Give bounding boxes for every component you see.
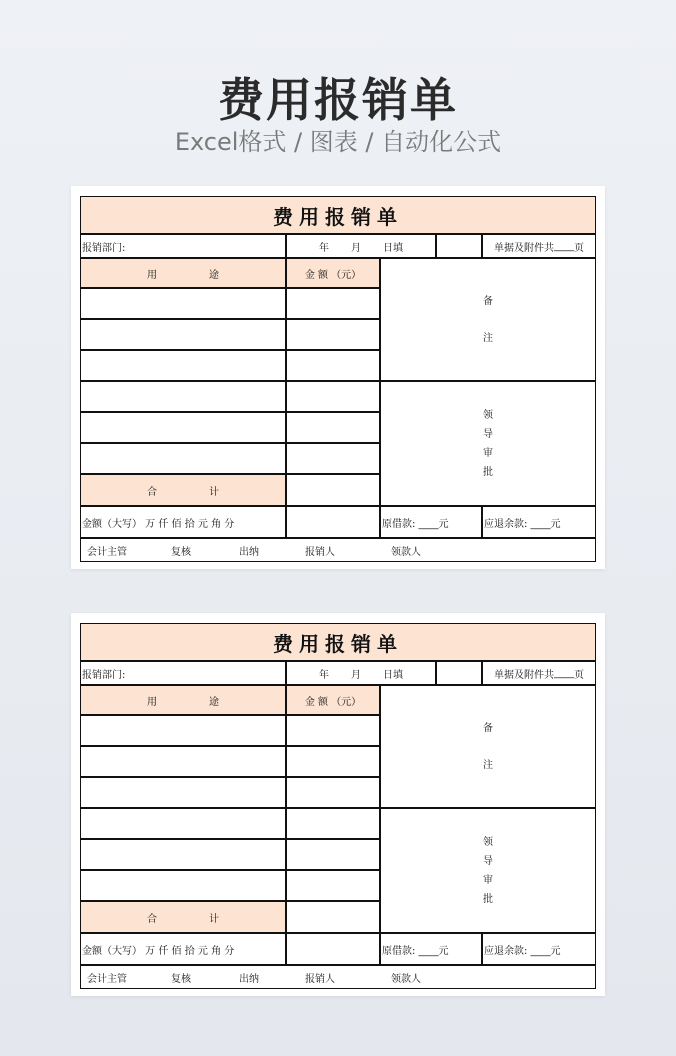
total-char-2: 计 xyxy=(209,486,219,498)
date-day-label: 日填 xyxy=(383,242,403,254)
purpose-char-1: 用 xyxy=(147,696,157,708)
amount-upper-field[interactable] xyxy=(80,933,286,965)
purpose-cell[interactable] xyxy=(80,808,286,839)
amount-cell[interactable] xyxy=(286,870,380,901)
signature-label: 报销人 xyxy=(305,973,335,985)
amount-cell[interactable] xyxy=(286,412,380,443)
approval-char-1: 领 xyxy=(483,836,493,848)
purpose-char-1: 用 xyxy=(147,269,157,281)
purpose-char-2: 途 xyxy=(209,269,219,281)
amount-cell[interactable] xyxy=(286,319,380,350)
purpose-cell[interactable] xyxy=(80,777,286,808)
dept-label: 报销部门: xyxy=(82,242,126,254)
date-extra-field[interactable] xyxy=(436,661,482,685)
amount-cell[interactable] xyxy=(286,808,380,839)
signature-label: 会计主管 xyxy=(87,546,127,558)
remarks-char-1: 备 xyxy=(483,295,493,307)
attachments-label: 单据及附件共 xyxy=(494,242,554,254)
purpose-cell[interactable] xyxy=(80,715,286,746)
purpose-header xyxy=(80,258,286,288)
attachments-unit: 页 xyxy=(574,669,584,681)
form-title xyxy=(80,623,596,661)
signature-label: 出纳 xyxy=(239,973,259,985)
amount-cell[interactable] xyxy=(286,715,380,746)
original-loan-field[interactable] xyxy=(380,933,482,965)
approval-char-1: 领 xyxy=(483,409,493,421)
date-field[interactable] xyxy=(286,661,436,685)
attachments-blank: ____ xyxy=(554,667,574,679)
amount-header xyxy=(286,685,380,715)
amount-upper-value[interactable] xyxy=(286,506,380,538)
amount-upper-label: 金额（大写） 万 仟 佰 拾 元 角 分 xyxy=(82,945,235,957)
date-year-label: 年 xyxy=(319,242,329,254)
date-year-label: 年 xyxy=(319,669,329,681)
date-day-label: 日填 xyxy=(383,669,403,681)
approval-char-2: 导 xyxy=(483,428,493,440)
expense-form xyxy=(80,196,596,562)
date-field[interactable] xyxy=(286,234,436,258)
balance-field[interactable] xyxy=(482,933,596,965)
remarks-box[interactable] xyxy=(380,258,596,381)
expense-form-card-2 xyxy=(71,613,605,996)
total-label xyxy=(80,901,286,933)
attachments-field[interactable] xyxy=(482,234,596,258)
attachments-label: 单据及附件共 xyxy=(494,669,554,681)
signature-label: 会计主管 xyxy=(87,973,127,985)
purpose-char-2: 途 xyxy=(209,696,219,708)
expense-form xyxy=(80,623,596,989)
approval-box[interactable] xyxy=(380,381,596,506)
form-title-text: 费用报销单 xyxy=(273,204,403,229)
dept-field[interactable] xyxy=(80,661,286,685)
purpose-cell[interactable] xyxy=(80,443,286,474)
signature-label: 领款人 xyxy=(391,546,421,558)
signature-row xyxy=(80,965,596,989)
page-title: 费用报销单 xyxy=(218,73,458,127)
balance-label: 应退余款: ____元 xyxy=(484,518,561,530)
total-amount-cell[interactable] xyxy=(286,474,380,506)
signature-label: 出纳 xyxy=(239,546,259,558)
attachments-field[interactable] xyxy=(482,661,596,685)
remarks-char-2: 注 xyxy=(483,759,493,771)
page-subtitle: Excel格式 / 图表 / 自动化公式 xyxy=(174,128,502,156)
approval-char-3: 审 xyxy=(483,874,493,886)
approval-char-2: 导 xyxy=(483,855,493,867)
date-month-label: 月 xyxy=(351,242,361,254)
amount-upper-field[interactable] xyxy=(80,506,286,538)
purpose-cell[interactable] xyxy=(80,746,286,777)
approval-char-4: 批 xyxy=(483,466,493,478)
balance-field[interactable] xyxy=(482,506,596,538)
expense-form-card-1 xyxy=(71,186,605,569)
purpose-cell[interactable] xyxy=(80,870,286,901)
attachments-unit: 页 xyxy=(574,242,584,254)
purpose-header xyxy=(80,685,286,715)
approval-char-3: 审 xyxy=(483,447,493,459)
signature-label: 复核 xyxy=(171,973,191,985)
dept-field[interactable] xyxy=(80,234,286,258)
approval-box[interactable] xyxy=(380,808,596,933)
amount-cell[interactable] xyxy=(286,288,380,319)
date-extra-field[interactable] xyxy=(436,234,482,258)
form-title-text: 费用报销单 xyxy=(273,631,403,656)
original-loan-label: 原借款: ____元 xyxy=(382,945,449,957)
purpose-cell[interactable] xyxy=(80,381,286,412)
approval-char-4: 批 xyxy=(483,893,493,905)
purpose-cell[interactable] xyxy=(80,288,286,319)
total-label xyxy=(80,474,286,506)
total-char-2: 计 xyxy=(209,913,219,925)
amount-cell[interactable] xyxy=(286,746,380,777)
purpose-cell[interactable] xyxy=(80,350,286,381)
original-loan-label: 原借款: ____元 xyxy=(382,518,449,530)
amount-upper-label: 金额（大写） 万 仟 佰 拾 元 角 分 xyxy=(82,518,235,530)
amount-cell[interactable] xyxy=(286,443,380,474)
amount-header-text: 金 额 （元） xyxy=(304,269,362,281)
amount-header-text: 金 额 （元） xyxy=(304,696,362,708)
balance-label: 应退余款: ____元 xyxy=(484,945,561,957)
purpose-cell[interactable] xyxy=(80,839,286,870)
signature-label: 复核 xyxy=(171,546,191,558)
amount-cell[interactable] xyxy=(286,350,380,381)
amount-upper-value[interactable] xyxy=(286,933,380,965)
remarks-char-1: 备 xyxy=(483,722,493,734)
total-char-1: 合 xyxy=(147,913,157,925)
purpose-cell[interactable] xyxy=(80,412,286,443)
amount-cell[interactable] xyxy=(286,777,380,808)
amount-header xyxy=(286,258,380,288)
remarks-char-2: 注 xyxy=(483,332,493,344)
total-amount-cell[interactable] xyxy=(286,901,380,933)
remarks-box[interactable] xyxy=(380,685,596,808)
signature-row xyxy=(80,538,596,562)
signature-label: 领款人 xyxy=(391,973,421,985)
amount-cell[interactable] xyxy=(286,839,380,870)
purpose-cell[interactable] xyxy=(80,319,286,350)
total-char-1: 合 xyxy=(147,486,157,498)
date-month-label: 月 xyxy=(351,669,361,681)
attachments-blank: ____ xyxy=(554,240,574,252)
form-title xyxy=(80,196,596,234)
dept-label: 报销部门: xyxy=(82,669,126,681)
original-loan-field[interactable] xyxy=(380,506,482,538)
signature-label: 报销人 xyxy=(305,546,335,558)
amount-cell[interactable] xyxy=(286,381,380,412)
